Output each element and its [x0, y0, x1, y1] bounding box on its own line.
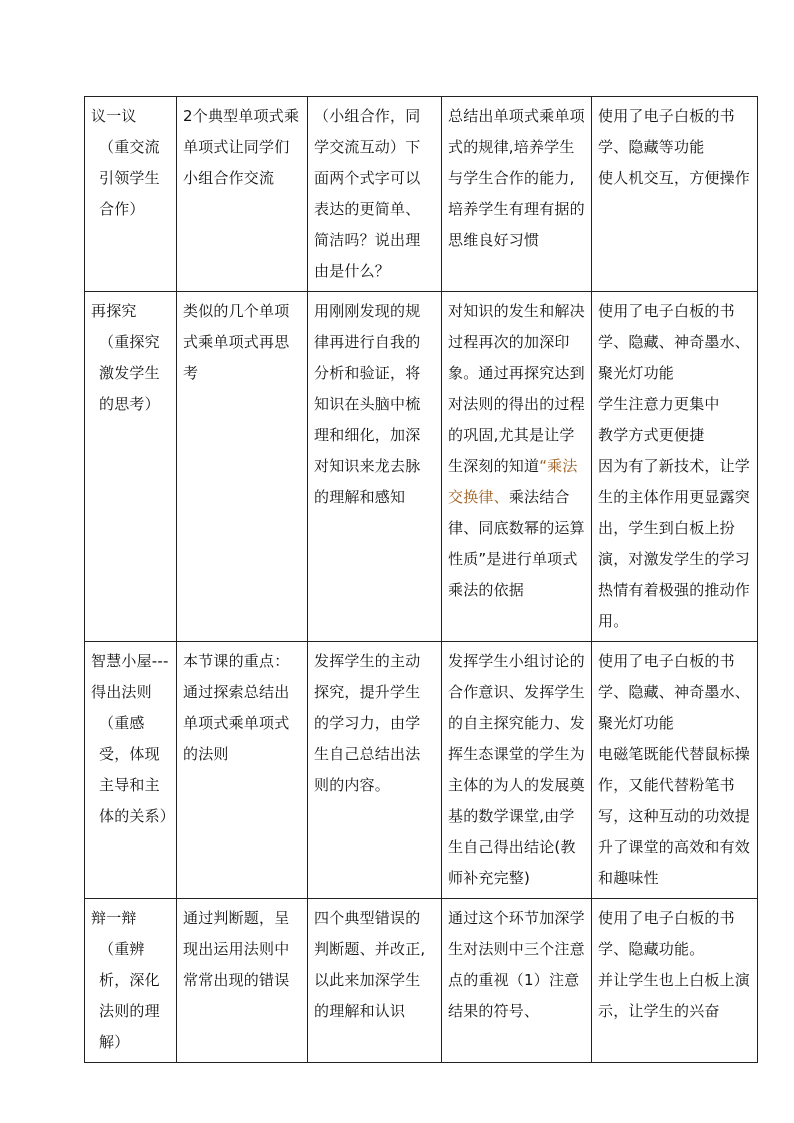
stage-name: 议一议 — [91, 107, 137, 125]
activity-cell: 发挥学生的主动探究，提升学生的学习力，由学生自己总结出法则的内容。 — [308, 642, 442, 899]
intent-cell: 通过这个环节加深学生对法则中三个注意点的重视（1）注意结果的符号、 — [442, 899, 592, 1063]
intent-cell — [442, 292, 592, 642]
tech-cell: 使用了电子白板的书学、隐藏、神奇墨水、聚光灯功能 电磁笔既能代替鼠标操作，又能代替粉笔书写，这种互动的功效提升了课堂的高效和有效和趣味性 — [592, 642, 758, 899]
stage-name: 智慧小屋---得出法则 — [91, 652, 169, 701]
content-cell: 本节课的重点：通过探索总结出单项式乘单项式的法则 — [177, 642, 308, 899]
stage-cell — [85, 292, 177, 642]
table-row — [85, 292, 758, 642]
stage-note: （重感受，体现主导和主体的关系） — [99, 714, 176, 825]
intent-cell: 发挥学生小组讨论的合作意识、发挥学生的自主探究能力、发挥生态课堂的学生为主体的为人的发展奠基的数学课堂,由学生自己得出结论(教师补充完整) — [442, 642, 592, 899]
tech-cell: 使用了电子白板的书学、隐藏等功能 使人机交互，方便操作 — [592, 97, 758, 292]
intent-cell: 总结出单项式乘单项式的规律,培养学生与学生合作的能力,培养学生有理有据的思维良好习惯 — [442, 97, 592, 292]
stage-cell — [85, 642, 177, 899]
stage-name: 辩一辩 — [91, 909, 137, 927]
stage-cell — [85, 97, 177, 292]
stage-cell — [85, 899, 177, 1063]
activity-cell: 四个典型错误的判断题、并改正,以此来加深学生的理解和认识 — [308, 899, 442, 1063]
lesson-design-table — [84, 96, 758, 1063]
content-cell: 类似的几个单项式乘单项式再思考 — [177, 292, 308, 642]
stage-note: （重辨析，深化法则的理解） — [99, 940, 160, 1051]
intent-text: 对知识的发生和解决过程再次的加深印象。通过再探究达到对法则的得出的过程的巩固,尤其是让学生深刻的知道 — [448, 302, 585, 475]
activity-cell: （小组合作，同学交流互动）下面两个式字可以表达的更简单、简洁吗？说出理由是什么？ — [308, 97, 442, 292]
table-row — [85, 97, 758, 292]
stage-note: （重交流引领学生合作） — [99, 138, 160, 218]
stage-note: （重探究激发学生的思考） — [99, 333, 160, 413]
content-cell: 通过判断题，呈现出运用法则中常常出现的错误 — [177, 899, 308, 1063]
content-cell: 2个典型单项式乘单项式让同学们小组合作交流 — [177, 97, 308, 292]
intent-text-after: 乘法结合律、同底数幂的运算性质”是进行单项式乘法的依据 — [448, 488, 585, 599]
tech-cell: 使用了电子白板的书学、隐藏、神奇墨水、聚光灯功能 学生注意力更集中 教学方式更便捷 因为有了新技术，让学生的主体作用更显露突出，学生到白板上扮演，对激发学生的学习热情有着极强的推动作用。 — [592, 292, 758, 642]
tech-cell: 使用了电子白板的书学、隐藏功能。 并让学生也上白板上演示，让学生的兴奋 — [592, 899, 758, 1063]
stage-name: 再探究 — [91, 302, 137, 320]
table-row — [85, 642, 758, 899]
intent-highlight: “乘法交换律、 — [448, 457, 578, 506]
activity-cell: 用刚刚发现的规律再进行自我的分析和验证，将知识在头脑中梳理和细化，加深对知识来龙去脉的理解和感知 — [308, 292, 442, 642]
table-row — [85, 899, 758, 1063]
